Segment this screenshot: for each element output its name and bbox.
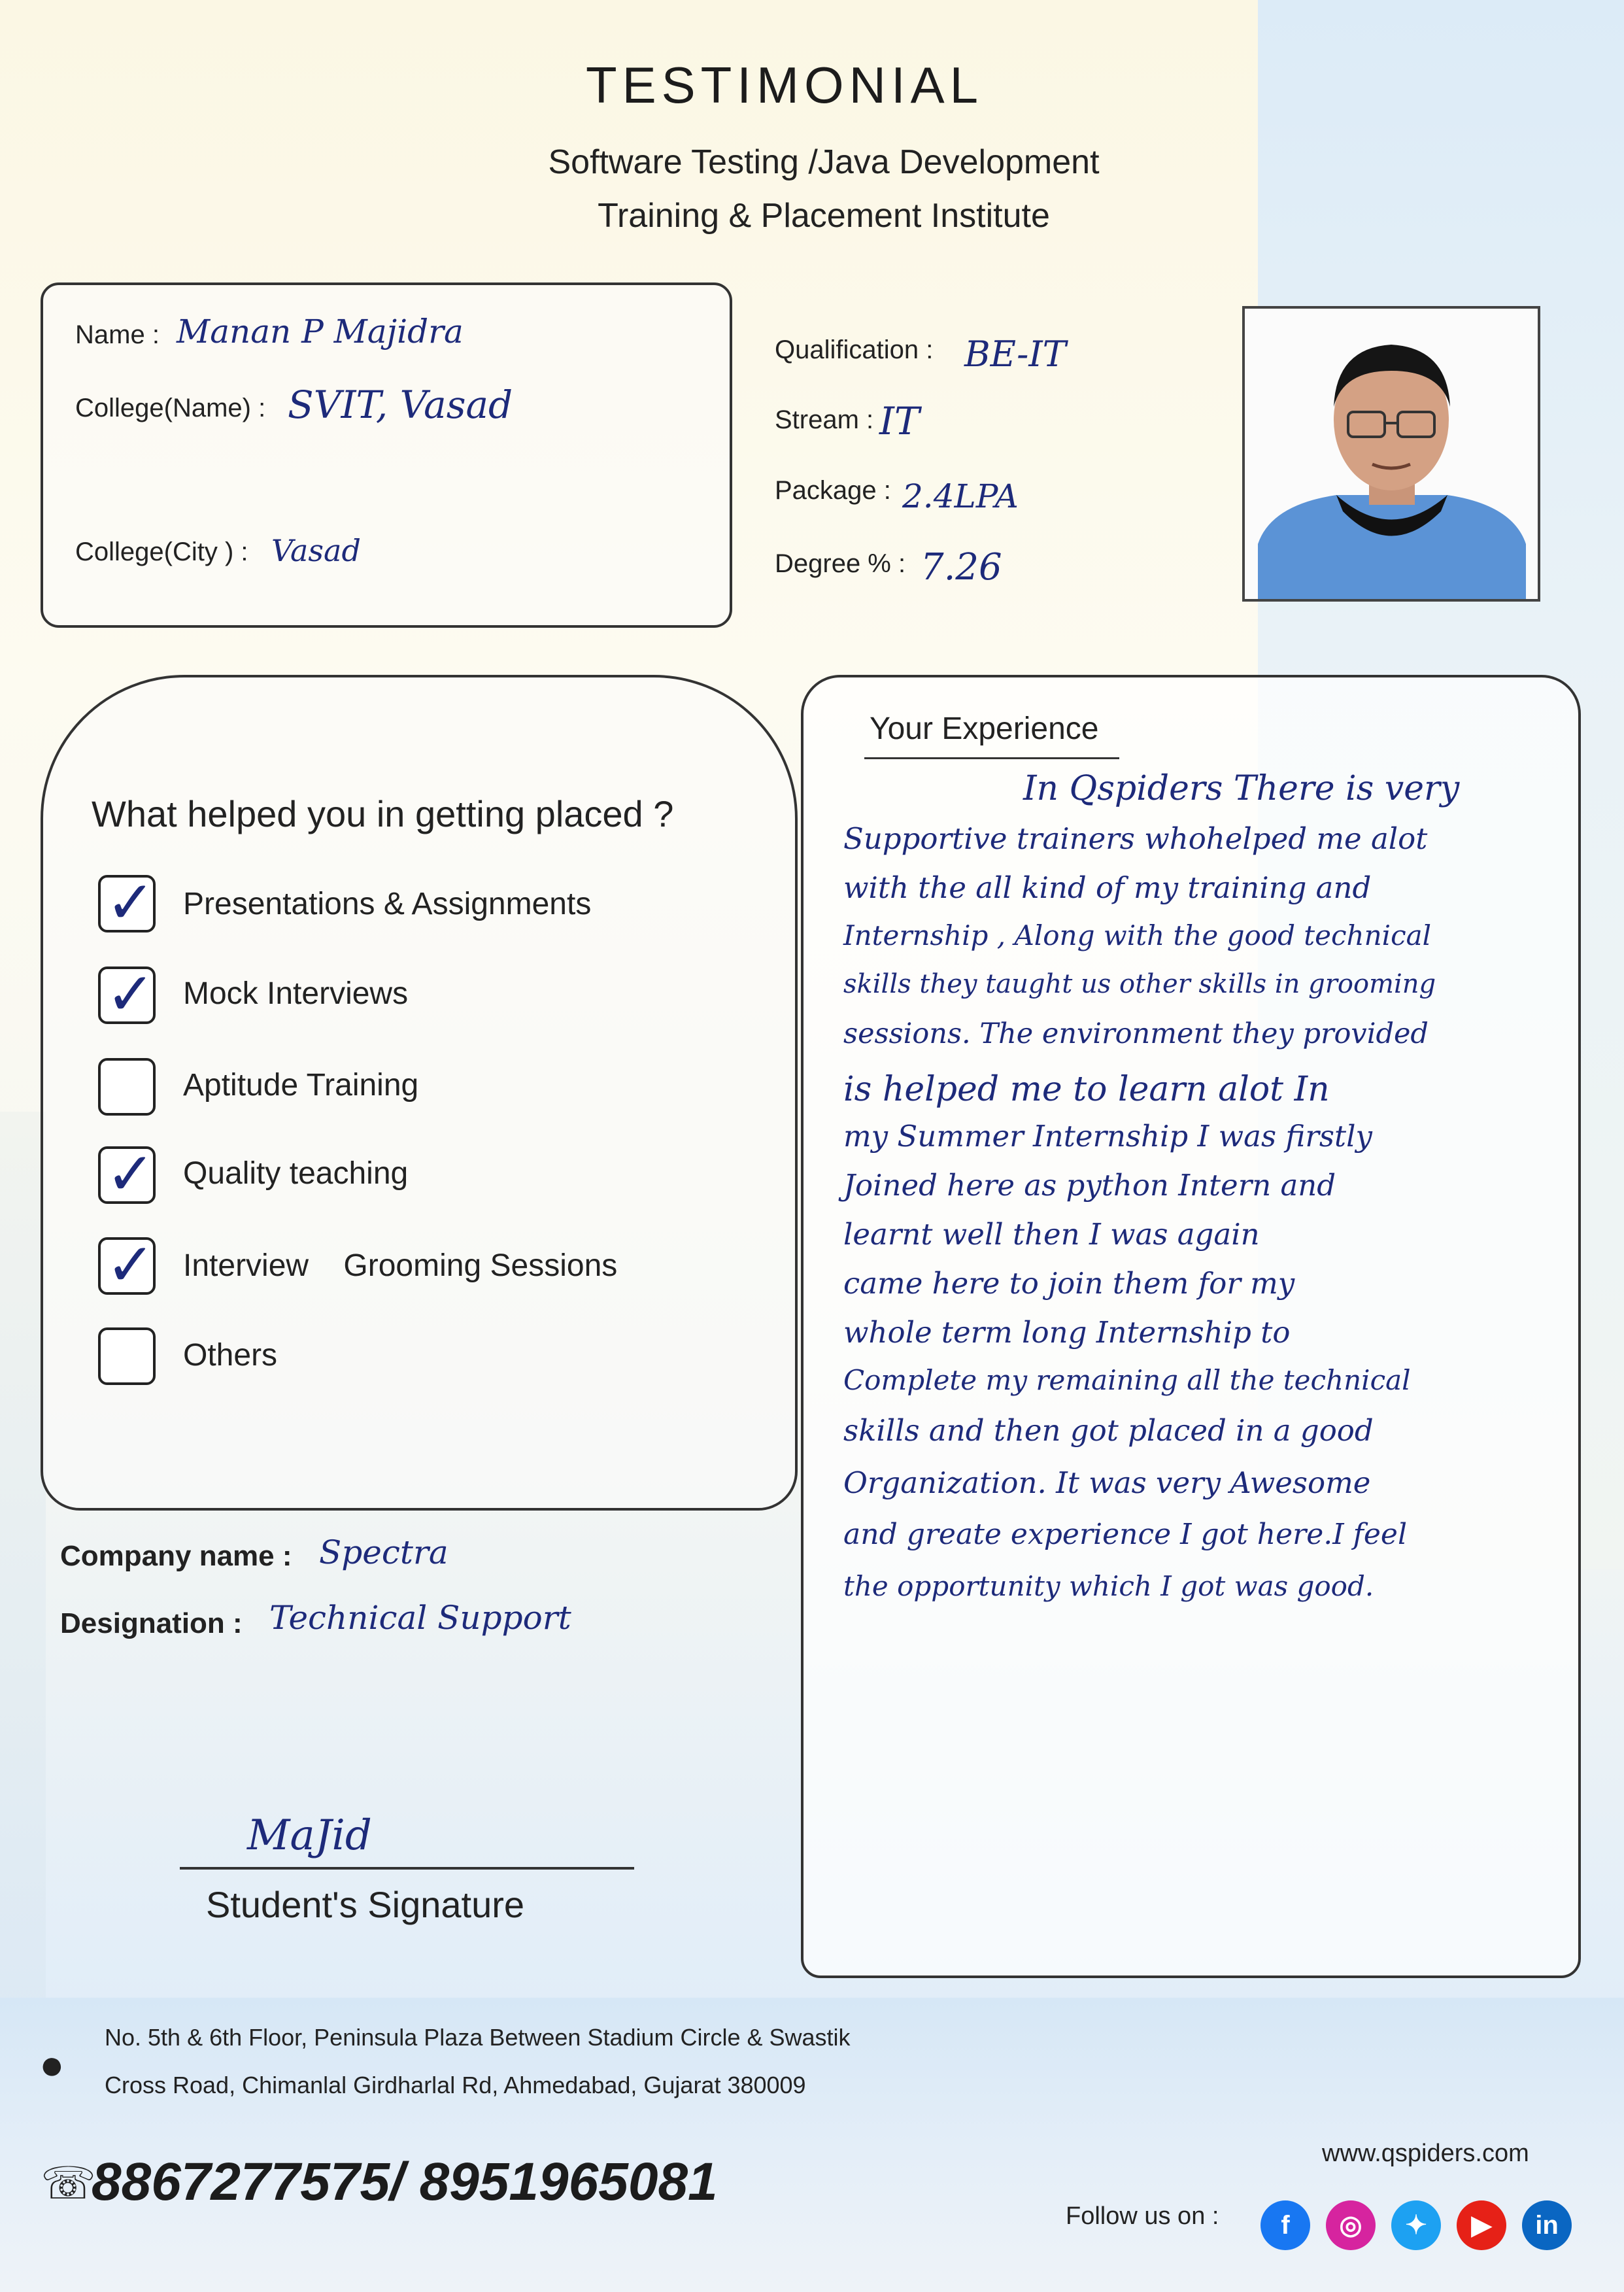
name-label: Name : [75,320,160,349]
qualification-value: BE-IT [964,334,1066,375]
degree-label: Degree % : [775,549,906,578]
experience-line: Complete my remaining all the technical [843,1364,1411,1396]
checkbox-others[interactable] [98,1327,156,1385]
college-name-label: College(Name) : [75,394,266,422]
checkbox-presentations[interactable] [98,868,156,937]
experience-line: skills and then got placed in a good [843,1413,1374,1448]
option-others: Others [183,1338,278,1373]
experience-line: Supportive trainers whohelped me alot [843,821,1428,856]
checkbox-quality-teaching[interactable] [98,1140,156,1208]
option-mock-interviews: Mock Interviews [183,976,409,1011]
option-interview-grooming: Interview Grooming Sessions [183,1248,618,1283]
linkedin-icon[interactable]: in [1522,2200,1572,2250]
qualification-label: Qualification : [775,335,934,364]
phone-icon: ☏ [41,2159,97,2208]
left-color-band [0,1112,46,2027]
designation-label: Designation : [60,1607,243,1639]
facebook-icon[interactable]: f [1260,2200,1310,2250]
stream-value: IT [879,399,920,443]
experience-heading-underline [864,757,1119,759]
college-city-value: Vasad [271,533,361,568]
experience-line: skills they taught us other skills in grooming [843,969,1436,999]
experience-line: learnt well then I was again [843,1217,1260,1252]
experience-heading: Your Experience [870,711,1099,746]
experience-line: whole term long Internship to [843,1315,1291,1350]
signature-label: Student's Signature [206,1884,525,1925]
college-name-value: SVIT, Vasad [288,383,513,427]
twitter-icon[interactable]: ✦ [1391,2200,1441,2250]
experience-line: sessions. The environment they provided [843,1018,1429,1050]
experience-line: Organization. It was very Awesome [843,1465,1371,1500]
option-presentations: Presentations & Assignments [183,887,592,921]
stream-label: Stream : [775,405,874,434]
instagram-icon[interactable]: ◎ [1326,2200,1376,2250]
option-quality-teaching: Quality teaching [183,1156,409,1191]
experience-line: and greate experience I got here.I feel [843,1518,1408,1551]
handwritten-signature: MaJid [247,1811,372,1860]
youtube-icon[interactable]: ▶ [1457,2200,1506,2250]
phone-numbers: 8867277575/ 8951965081 [92,2152,718,2212]
experience-line: Internship , Along with the good technical [843,919,1432,951]
checkbox-mock-interviews[interactable] [98,960,156,1029]
experience-line: In Qspiders There is very [1023,769,1460,808]
follow-label: Follow us on : [1066,2202,1219,2230]
tick-icon: ✓ [106,1140,156,1208]
helped-question: What helped you in getting placed ? [92,793,674,834]
package-value: 2.4LPA [902,477,1019,515]
option-aptitude-training: Aptitude Training [183,1068,419,1103]
degree-value: 7.26 [921,546,1002,589]
subtitle-line-1: Software Testing /Java Development [548,143,1100,181]
signature-line [180,1867,634,1870]
designation-value: Technical Support [269,1599,571,1637]
tick-icon: ✓ [106,868,156,937]
location-pin-icon: ● [39,2041,65,2088]
address-line-2: Cross Road, Chimanlal Girdharlal Rd, Ahmedabad, Gujarat 380009 [105,2072,806,2098]
subtitle-line-2: Training & Placement Institute [598,197,1050,235]
checkbox-aptitude-training[interactable] [98,1058,156,1116]
name-value: Manan P Majidra [177,313,464,351]
experience-line: with the all kind of my training and [843,870,1372,905]
college-city-label: College(City ) : [75,538,248,566]
package-label: Package : [775,476,891,505]
company-label: Company name : [60,1540,292,1572]
experience-line: is helped me to learn alot In [843,1070,1330,1109]
page-title: TESTIMONIAL [585,56,984,114]
checkbox-interview-grooming[interactable] [98,1231,156,1299]
experience-line: Joined here as python Intern and [843,1168,1336,1203]
student-photo [1242,306,1540,602]
address-line-1: No. 5th & 6th Floor, Peninsula Plaza Between Stadium Circle & Swastik [105,2024,851,2051]
experience-line: came here to join them for my [843,1266,1295,1301]
tick-icon: ✓ [106,960,156,1029]
experience-line: my Summer Internship I was firstly [843,1119,1372,1154]
website[interactable]: www.qspiders.com [1322,2140,1529,2167]
experience-line: the opportunity which I got was good. [843,1570,1374,1602]
company-value: Spectra [319,1533,448,1571]
tick-icon: ✓ [106,1231,156,1299]
